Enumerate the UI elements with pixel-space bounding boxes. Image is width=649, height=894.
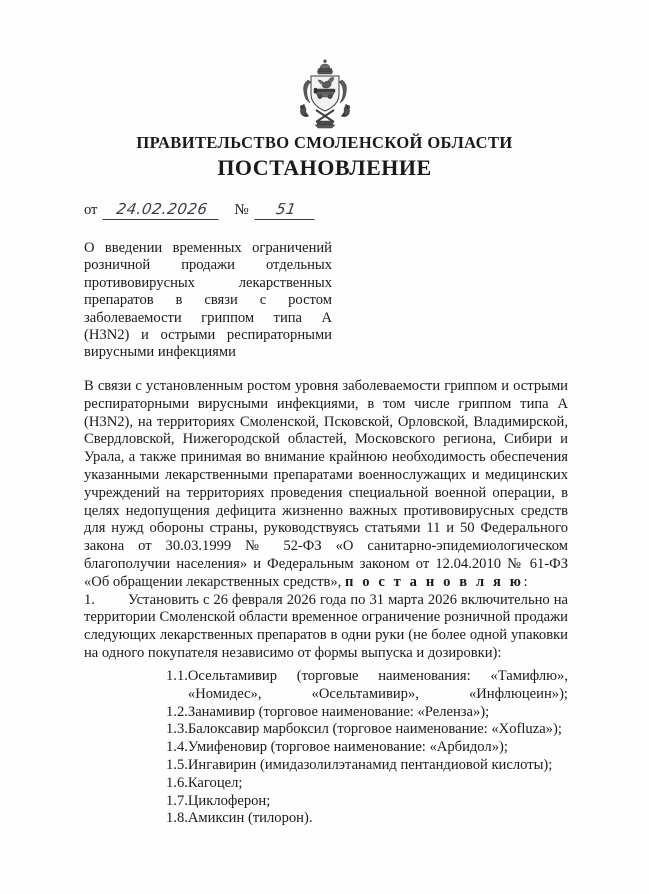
- medication-text: Осельтамивир (торговые наименования: «Тамифлю», «Номидес», «Осельтамивир», «Инфлюцеин»);: [187, 668, 568, 702]
- medication-number: 1.7.: [166, 792, 188, 809]
- document-body: [84, 378, 568, 663]
- list-item: [166, 739, 568, 757]
- medication-text: Умифеновир (торговое наименование: «Арбидол»);: [187, 739, 508, 756]
- number-value-field[interactable]: 51: [254, 200, 317, 220]
- registration-line: [84, 200, 316, 220]
- medication-number: 1.5.: [166, 756, 188, 773]
- medication-text: Кагоцел;: [187, 774, 243, 791]
- clause-1-text: Установить с 26 февраля 2026 года по 31 марта 2026 включительно на территории Смоленской области временное ограничение розничной продажи следующих лекарственных препаратов в одни руки (не более одной упаковки на одного покупателя независимо от формы выпуска и дозировки):: [84, 591, 568, 661]
- smolensk-oblast-coat-of-arms-icon: [289, 58, 361, 132]
- list-item: [166, 668, 568, 704]
- document-type-title: ПОСТАНОВЛЕНИЕ: [217, 155, 432, 180]
- medication-number: 1.1.: [166, 668, 188, 684]
- organization-title: ПРАВИТЕЛЬСТВО СМОЛЕНСКОЙ ОБЛАСТИ: [136, 133, 513, 152]
- list-item: [166, 704, 568, 722]
- date-value-field[interactable]: 24.02.2026: [103, 200, 222, 220]
- document-subject: О введении временных ограничений розничной продажи отдельных противовирусных лекарственных препаратов в связи с ростом заболеваемости гриппом типа А (H3N2) и острыми респираторными вирусными инфекциями: [84, 240, 332, 361]
- medication-number: 1.3.: [166, 721, 188, 738]
- list-item: [166, 721, 568, 739]
- list-item: [166, 810, 568, 828]
- medication-text: Циклоферон;: [187, 792, 271, 809]
- list-item: [166, 775, 568, 793]
- preamble-text-tail: :: [523, 573, 528, 590]
- medication-text: Амиксин (тилорон).: [187, 810, 313, 827]
- date-label: от: [84, 202, 98, 218]
- clause-1-number: 1.: [84, 591, 95, 608]
- medication-text: Ингавирин (имидазолилэтанамид пентандиовой кислоты);: [187, 756, 553, 773]
- medication-number: 1.8.: [166, 810, 188, 827]
- list-item: [166, 757, 568, 775]
- preamble-text: В связи с установленным ростом уровня заболеваемости гриппом и острыми респираторными вирусными инфекциями, в том числе гриппом типа А (H3N2), на территориях Смоленской, Псковской, Орловской, Владимирской, Свердловской, Нижегородской областей, Московского региона, Сибири и Урала, а также принимая во внимание крайнюю необходимость обеспечения указанными лекарственными препаратами военнослужащих и медицинских учреждений на территориях проведения специальной военной операции, в целях недопущения дефицита жизненно важных противовирусных средств для нужд обороны страны, руководствуясь статьями 11 и 50 Федерального закона от 30.03.1999 № 52-ФЗ «О санитарно-эпидемиологическом благополучии населения» и Федеральным законом от 12.04.2010 № 61-ФЗ «Об обращении лекарственных средств»,: [84, 378, 568, 590]
- medication-list: [166, 668, 568, 828]
- medication-text: Занамивир (торговое наименование: «Реленза»);: [187, 703, 490, 720]
- clause-1: [84, 592, 568, 663]
- list-item: [166, 793, 568, 811]
- resolve-keyword: п о с т а н о в л я ю: [344, 573, 524, 590]
- number-label: №: [234, 202, 249, 218]
- medication-number: 1.6.: [166, 774, 188, 791]
- preamble-paragraph: [84, 378, 568, 592]
- medication-number: 1.2.: [166, 703, 188, 720]
- medication-text: Балоксавир марбоксил (торговое наименование: «Xofluza»);: [187, 721, 562, 738]
- emblem-container: [0, 58, 649, 137]
- medication-number: 1.4.: [166, 739, 188, 756]
